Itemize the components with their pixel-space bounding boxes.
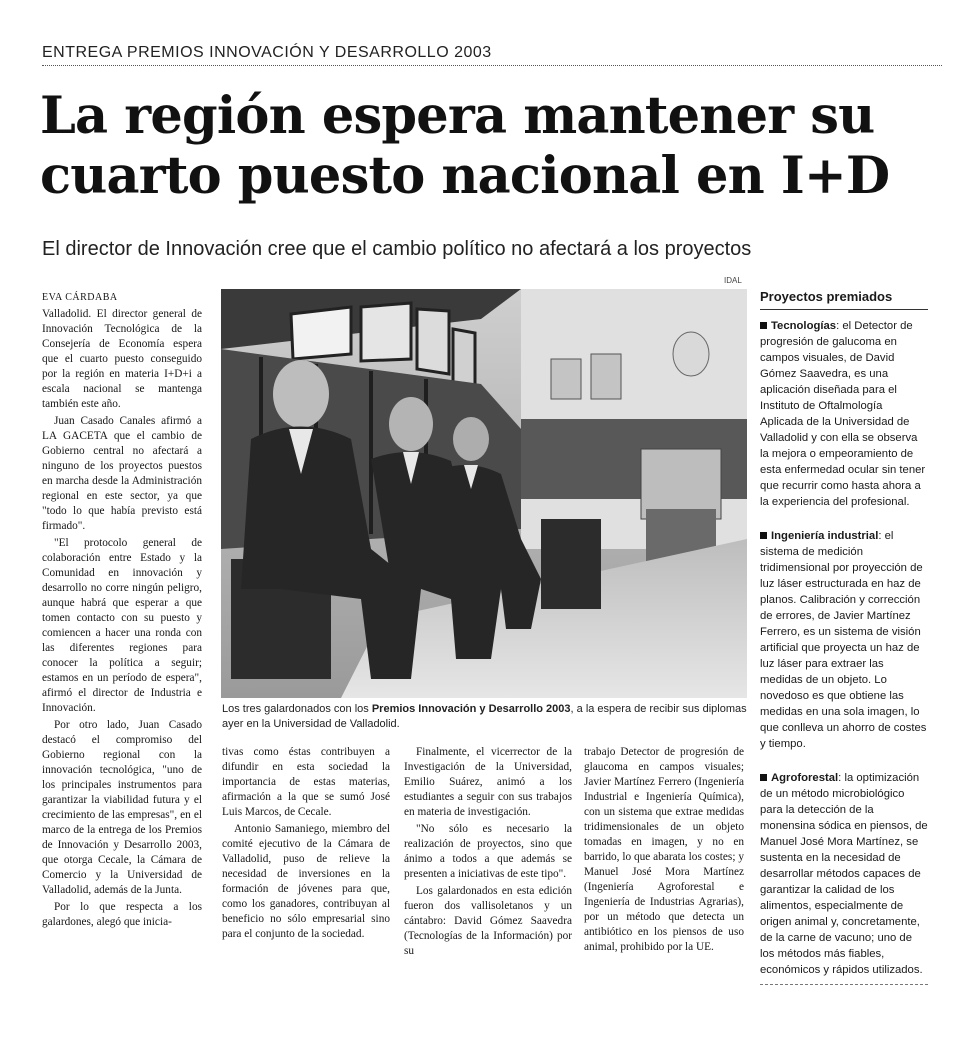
paragraph: "No sólo es necesario la realización de proyectos, sino que ánimo a todos a que además se presenten a iniciativas de este tipo". bbox=[404, 823, 572, 880]
article-column-2 bbox=[222, 745, 390, 944]
sidebar-keyword: Tecnologías bbox=[771, 320, 837, 332]
paragraph: "El protocolo general de colaboración entre Estado y la Comunidad en innovación y desarrollo no corre ningún peligro, aunque habrá que esperar a que tomen contacto con su puesto y comiencen a hacer una ronda con las diferentes regiones para conocer la política a seguir; estamos en un período de espera", afirmó el director de Industria e Innovación. bbox=[42, 537, 202, 714]
caption-text-end: , a la espera de recibir sus diplomas ayer en la Universidad de Valladolid. bbox=[222, 703, 747, 730]
paragraph: Por otro lado, Juan Casado destacó el compromiso del Gobierno regional con la innovación tecnológica, "uno de los principales instrumentos para garantizar la viabilidad futura y el crecimiento de las empresas", en el marco de la entrega de los Premios de Innovación y Desarrollo 2003, que otorga Cecale, la Cámara de Comercio y la Universidad de Valladolid, además de la Junta. bbox=[42, 719, 202, 896]
section-label: ENTREGA PREMIOS INNOVACIÓN Y DESARROLLO 2003 bbox=[42, 44, 942, 66]
sidebar-title: Proyectos premiados bbox=[760, 288, 928, 310]
sidebar-text: : la optimización de un método microbiológico para la detección de la monensina sódica en piensos, de Manuel José Mora Martínez, se sustenta en la necesidad de desarrollar métodos capaces de garantizar la calidad de los alimentos, especialmente de origen animal y, concretamente, de la carne de vacuno; uno de los métodos más fiables, económicos y rápidos utilizados. bbox=[760, 772, 928, 976]
paragraph: tivas como éstas contribuyen a difundir en esta sociedad la importancia de estas materias, afirmación a la que se sumó José Luis Marcos, de Cecale. bbox=[222, 746, 390, 818]
caption-text: Los tres galardonados con los bbox=[222, 703, 372, 715]
photo-credit: IDAL bbox=[724, 276, 742, 285]
paragraph: Finalmente, el vicerrector de la Investigación de la Universidad, Emilio Suárez, animó a los estudiantes a seguir con sus trabajos en materia de investigación. bbox=[404, 746, 572, 818]
award-ceremony-photo bbox=[221, 289, 747, 698]
sidebar-text: : el sistema de medición tridimensional por proyección de luz láser estructurada en haz de planos. Calibración y corrección de errores, de Javier Martínez Ferrero, es un sistema de visión artificial que proyecta un haz de luz láser para extraer las medidas de un objeto. Lo novedoso es que obtiene las medidas en una sola imagen, lo que conlleva un ahorro de costes y tiempo. bbox=[760, 530, 927, 750]
paragraph: Valladolid. El director general de Innovación Tecnológica de la Consejería de Economía espera que el cuarto puesto conseguido por la región en materia I+D+i a escala nacional se mantenga también este año. bbox=[42, 308, 202, 410]
headline-line-2: cuarto puesto nacional en I+D bbox=[40, 146, 890, 206]
news-photo bbox=[221, 289, 747, 698]
headline bbox=[40, 86, 940, 206]
sidebar-box bbox=[760, 288, 928, 985]
sidebar-item bbox=[760, 770, 928, 978]
sidebar-keyword: Agroforestal bbox=[771, 772, 839, 784]
article-column-3 bbox=[404, 745, 572, 961]
square-bullet-icon bbox=[760, 532, 767, 539]
subtitle: El director de Innovación cree que el cambio político no afectará a los proyectos bbox=[42, 238, 752, 260]
paragraph: trabajo Detector de progresión de glaucoma en campos visuales; Javier Martínez Ferrero (Ingeniería Industrial e Ingeniería Química), con un sistema que extrae medidas tridimensionales de un objeto tomadas en imagen, y no en barrido, lo que abarata los costes; y Manuel José Mora Martínez (Ingeniería Agroforestal e Ingeniería de Industrias Agrarias), por un método que detecta un antibiótico en los piensos de uso animal, prohibido por la UE. bbox=[584, 746, 744, 953]
paragraph: Juan Casado Canales afirmó a LA GACETA que el cambio de Gobierno central no afectará a ninguno de los proyectos puestos en marcha desde la Administración regional en este sector, ya que "todo lo que había previsto está firmado". bbox=[42, 415, 202, 532]
article-column-1 bbox=[42, 290, 202, 932]
square-bullet-icon bbox=[760, 322, 767, 329]
sidebar-item bbox=[760, 318, 928, 510]
headline-line-1: La región espera mantener su bbox=[40, 86, 875, 146]
article-column-4 bbox=[584, 745, 744, 957]
photo-caption bbox=[222, 702, 747, 732]
paragraph: Antonio Samaniego, miembro del comité ejecutivo de la Cámara de Valladolid, puso de relieve la necesidad de inversiones en la formación de jóvenes para que, como los ganadores, contribuyan al beneficio no sólo empresarial sino para el conjunto de la sociedad. bbox=[222, 823, 390, 940]
sidebar-keyword: Ingeniería industrial bbox=[771, 530, 879, 542]
sidebar-divider bbox=[760, 984, 928, 985]
caption-bold: Premios Innovación y Desarrollo 2003 bbox=[371, 703, 571, 715]
sidebar-item bbox=[760, 528, 928, 752]
sidebar-text: : el Detector de progresión de galucoma en campos visuales, de David Gómez Saavedra, es una aplicación diseñada para el Instituto de Oftalmología Aplicada de la Universidad de Valladolid y con ella se observa la mejora o empeoramiento de esta enfermedad ocular sin tener que recurrir como hasta ahora a la experiencia del profesional. bbox=[760, 320, 926, 508]
paragraph: Los galardonados en esta edición fueron dos vallisoletanos y un cántabro: David Gómez Saavedra (Tecnologías de la Información) por su bbox=[404, 885, 572, 957]
byline: EVA CÁRDABA bbox=[42, 292, 118, 303]
square-bullet-icon bbox=[760, 774, 767, 781]
paragraph: Por lo que respecta a los galardones, alegó que inicia- bbox=[42, 901, 202, 928]
